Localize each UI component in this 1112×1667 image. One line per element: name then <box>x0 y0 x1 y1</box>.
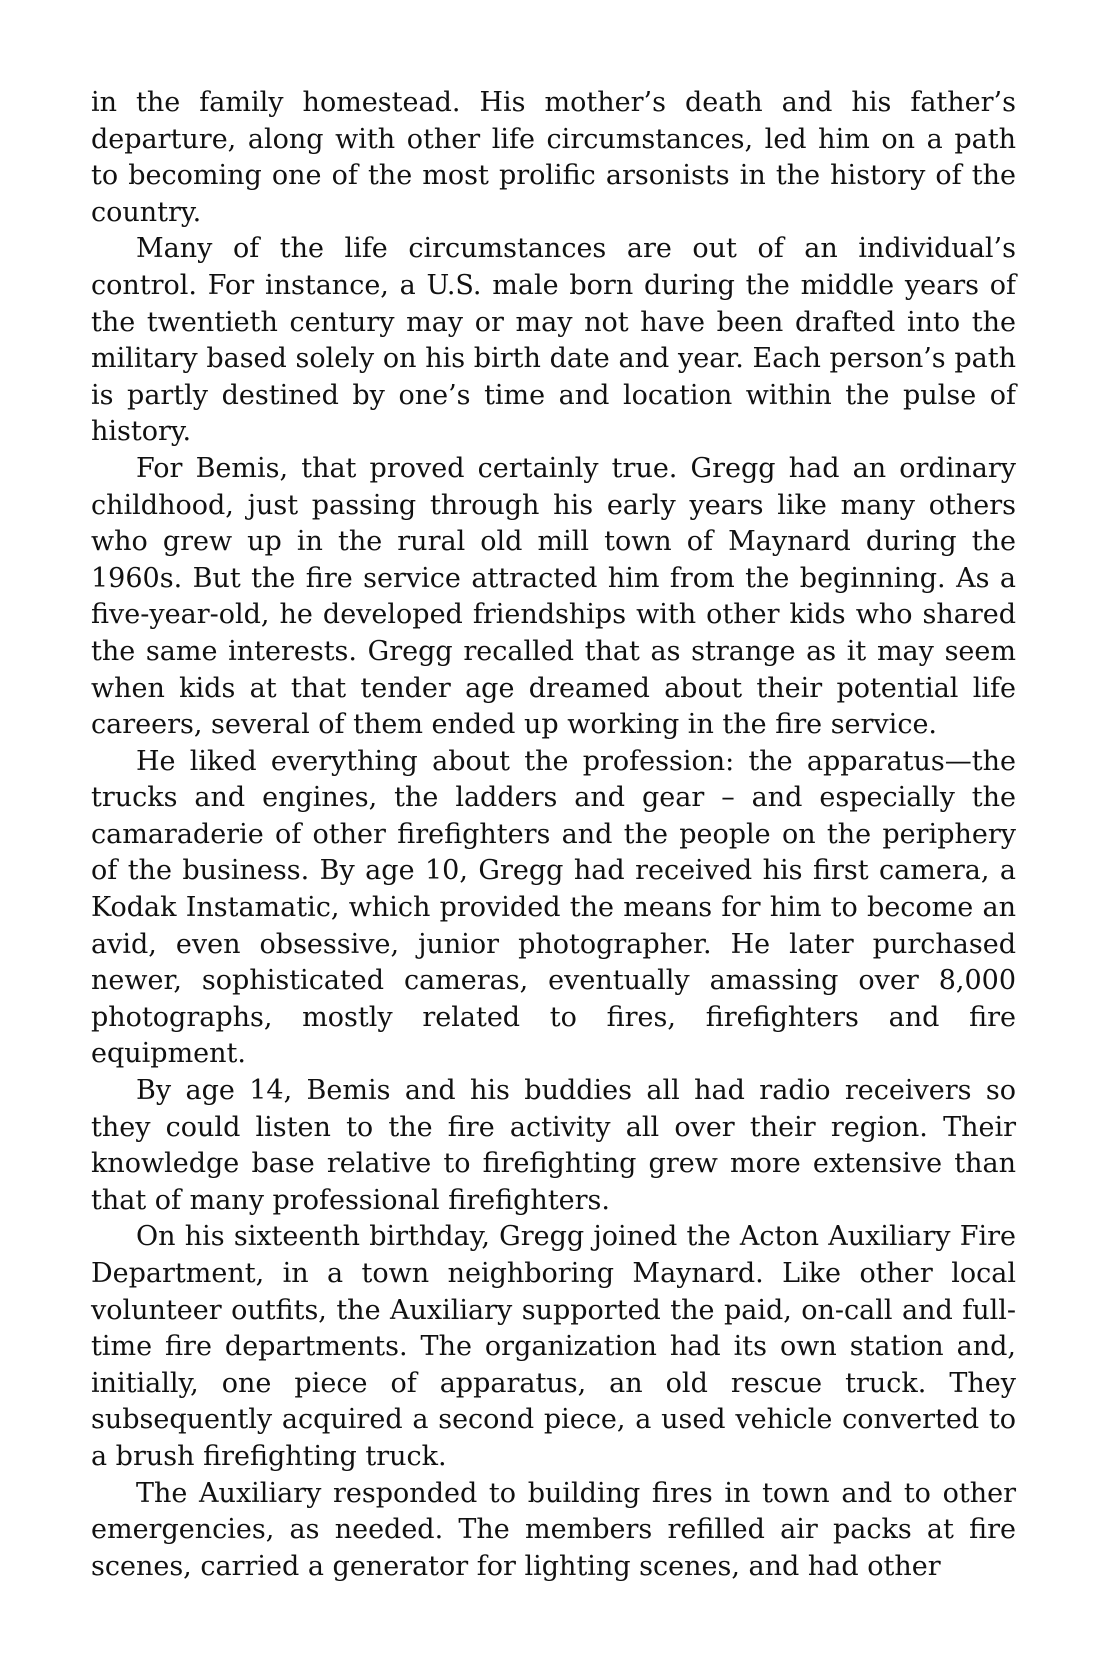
paragraph-life-circumstances: Many of the life circumstances are out of an individual’s control. For instance, a U.S. male born during the middle years of the twentieth century may or may not have been drafted into the military based solely on his birth date and year. Each person’s path is partly destined by one’s time and location within the pulse of history. <box>91 233 1016 448</box>
paragraph-auxiliary-joining: On his sixteenth birthday, Gregg joined the Acton Auxiliary Fire Department, in a town neighboring Maynard. Like other local volunteer outfits, the Auxiliary supported the paid, on-call and full-time fire departments. The organization had its own station and, initially, one piece of apparatus, an old rescue truck. They subsequently acquired a second piece, a used vehicle converted to a brush firefighting truck. <box>91 1221 1016 1472</box>
paragraph-radio-receivers: By age 14, Bemis and his buddies all had radio receivers so they could listen to the fire activity all over their region. Their knowledge base relative to firefighting grew more extensive than that of many professional firefighters. <box>91 1075 1016 1216</box>
paragraph-continuation: in the family homestead. His mother’s death and his father’s departure, along with other life circumstances, led him on a path to becoming one of the most prolific arsonists in the history of the country. <box>91 87 1016 228</box>
paragraph-profession: He liked everything about the profession: the apparatus—the trucks and engines, the ladders and gear – and especially the camaraderie of other firefighters and the people on the periphery of the business. By age 10, Gregg had received his first camera, a Kodak Instamatic, which provided the means for him to become an avid, even obsessive, junior photographer. He later purchased newer, sophisticated cameras, eventually amassing over 8,000 photographs, mostly related to fires, firefighters and fire equipment. <box>91 745 1016 1070</box>
page-body <box>91 85 1016 1585</box>
paragraph-bemis-childhood: For Bemis, that proved certainly true. Gregg had an ordinary childhood, just passing through his early years like many others who grew up in the rural old mill town of Maynard during the 1960s. But the fire service attracted him from the beginning. As a five-year-old, he developed friendships with other kids who shared the same interests. Gregg recalled that as strange as it may seem when kids at that tender age dreamed about their potential life careers, several of them ended up working in the fire service. <box>91 452 1016 741</box>
paragraph-auxiliary-duties: The Auxiliary responded to building fires in town and to other emergencies, as needed. The members refilled air packs at fire scenes, carried a generator for lighting scenes, and had other <box>91 1477 1016 1582</box>
